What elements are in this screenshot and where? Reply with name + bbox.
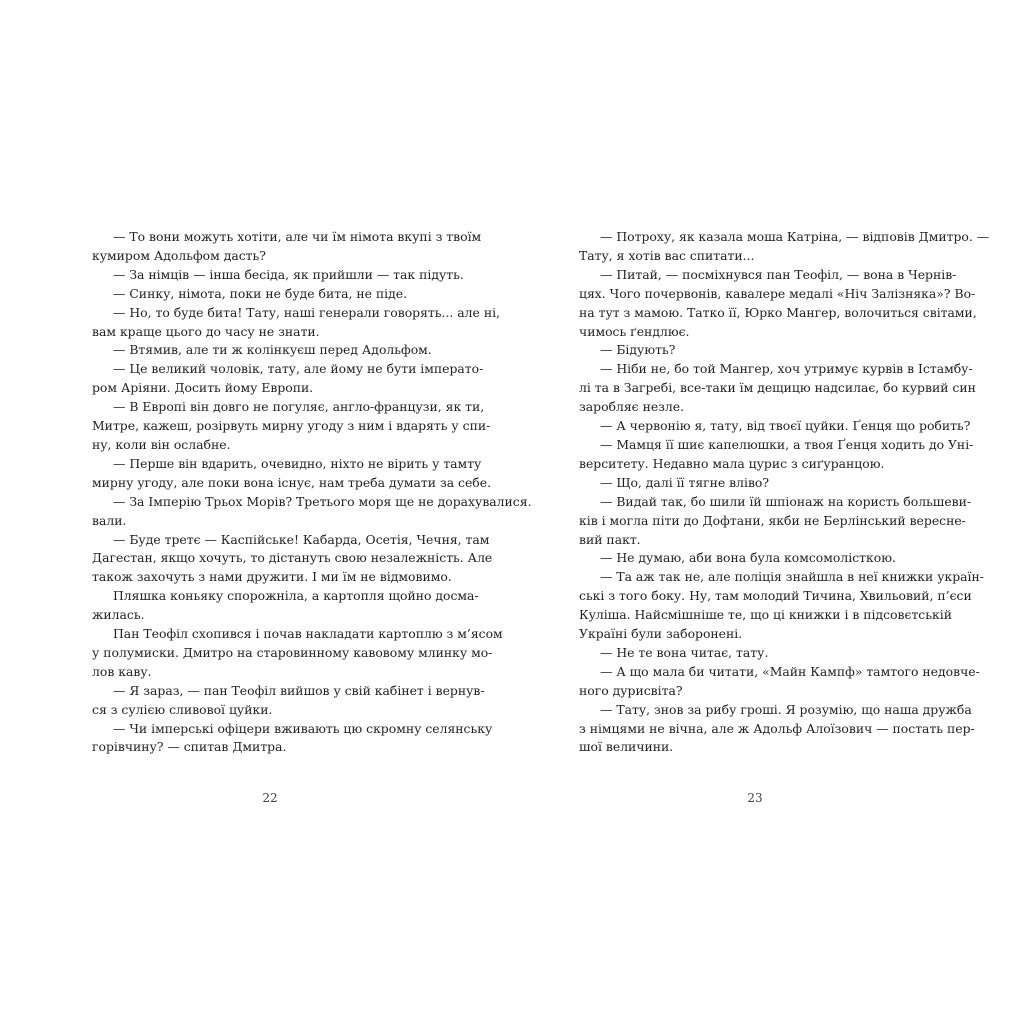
left-page-text — [92, 228, 532, 757]
text-line: Пан Теофіл схопився і почав накладати картоплю з м’ясом — [113, 626, 503, 642]
text-line: ну, коли він ослабне. — [92, 436, 231, 452]
text-line: — Тату, знов за рибу гроші. Я розумію, що наша дружба — [600, 701, 972, 717]
text-line: — Бідують? — [600, 342, 676, 358]
text-line: ків і могла піти до Дофтани, якби не Берлінський вересне- — [579, 512, 966, 528]
page-number-right: 23 — [747, 791, 763, 805]
text-line: — Перше він вдарить, очевидно, ніхто не вірить у тамту — [113, 455, 482, 471]
text-line: — Чи імперські офіцери вживають цю скромну селянську — [113, 720, 493, 736]
text-line: — Буде третє — Каспійське! Кабарда, Осетія, Чечня, там — [113, 531, 490, 547]
right-page-text — [579, 228, 990, 757]
text-line: верситету. Недавно мала цурис з сиґуранцою. — [579, 455, 885, 471]
text-line: — Це великий чоловік, тату, але йому не бути імперато- — [113, 361, 484, 377]
text-line: заробляє незле. — [579, 399, 685, 415]
text-line: лі та в Загребі, все-таки їм дещицю надсилає, бо курвий син — [579, 380, 976, 396]
text-line: ного дурисвіта? — [579, 682, 683, 698]
text-line: — Не думаю, аби вона була комсомолісткою. — [600, 550, 896, 566]
text-line: у полумиски. Дмитро на старовинному кавовому млинку мо- — [92, 644, 493, 660]
text-line: — А що мала би читати, «Майн Кампф» тамтого недовче- — [600, 663, 980, 679]
text-line: — Потроху, як казала моша Катріна, — відповів Дмитро. — — [600, 229, 990, 244]
text-line: ром Аріяни. Досить йому Европи. — [92, 380, 314, 396]
text-line: — В Европі він довго не погуляє, англо-французи, як ти, — [113, 399, 485, 415]
text-line: жилась. — [92, 607, 145, 623]
text-line: — Я зараз, — пан Теофіл вийшов у свій кабінет і вернув- — [113, 682, 485, 698]
text-line: — Но, то буде бита! Тату, наші генерали говорять... але ні, — [113, 304, 500, 320]
text-line: — А червонію я, тату, від твоєї цуйки. Ґенця що робить? — [600, 418, 971, 434]
text-line: на тут з мамою. Татко її, Юрко Мангер, волочиться світами, — [579, 304, 977, 320]
text-line: — За німців — інша бесіда, як прийшли — так підуть. — [113, 266, 464, 282]
text-line: — Ніби не, бо той Мангер, хоч утримує курвів в Істамбу- — [600, 361, 973, 377]
text-line: — Видай так, бо шили їй шпіонаж на користь большеви- — [600, 493, 972, 509]
text-line: — Питай, — посміхнувся пан Теофіл, — вона в Чернів- — [600, 266, 957, 282]
text-line: — Не те вона читає, тату. — [600, 644, 769, 660]
text-line: вам краще цього до часу не знати. — [92, 323, 320, 339]
page-number-left: 22 — [262, 791, 278, 805]
text-line: вий пакт. — [579, 531, 641, 547]
text-line: також захочуть з нами дружити. І ми їм не відмовимо. — [92, 569, 452, 585]
right-page — [579, 228, 990, 757]
text-line: Куліша. Найсмішніше те, що ці книжки і в підсовєтській — [579, 607, 952, 623]
text-line: Митре, кажеш, розірвуть мирну угоду з ним і вдарять у спи- — [92, 418, 491, 434]
text-line: вали. — [92, 512, 127, 528]
text-line: ся з сулією сливової цуйки. — [92, 701, 273, 717]
text-line: — Мамця її шиє капелюшки, а твоя Ґенця ходить до Уні- — [600, 436, 974, 452]
text-line: ські з того боку. Ну, там молодий Тичина, Хвильовий, п’єси — [579, 588, 972, 604]
text-line: — Що, далі її тягне вліво? — [600, 474, 770, 490]
text-line: Дагестан, якщо хочуть, то дістануть свою незалежність. Але — [92, 550, 493, 566]
text-line: цях. Чого почервонів, кавалере медалі «Ніч Залізняка»? Во- — [579, 285, 976, 301]
text-line: чимось ґендлює. — [579, 323, 690, 339]
text-line: — За Імперію Трьох Морів? Третього моря ще не дорахувалися. — [113, 493, 532, 509]
text-line: — Втямив, але ти ж колінкуєш перед Адольфом. — [113, 342, 432, 358]
text-line: лов каву. — [92, 663, 152, 679]
text-line: — Синку, німота, поки не буде бита, не піде. — [113, 285, 408, 301]
text-line: мирну угоду, але поки вона існує, нам треба думати за себе. — [92, 474, 492, 490]
left-page — [92, 228, 532, 757]
text-line: Пляшка коньяку спорожніла, а картопля щойно досма- — [113, 588, 479, 604]
text-line: кумиром Адольфом дасть? — [92, 247, 266, 263]
text-line: Тату, я хотів вас спитати... — [579, 247, 755, 263]
text-line: горівчину? — спитав Дмитра. — [92, 739, 287, 755]
text-line: — То вони можуть хотіти, але чи їм німота вкупі з твоїм — [113, 229, 482, 244]
text-line: — Та аж так не, але поліція знайшла в неї книжки україн- — [600, 569, 984, 585]
text-line: шої величини. — [579, 739, 674, 755]
text-line: Україні були заборонені. — [579, 626, 743, 642]
text-line: з німцями не вічна, але ж Адольф Алоїзович — постать пер- — [579, 720, 975, 736]
